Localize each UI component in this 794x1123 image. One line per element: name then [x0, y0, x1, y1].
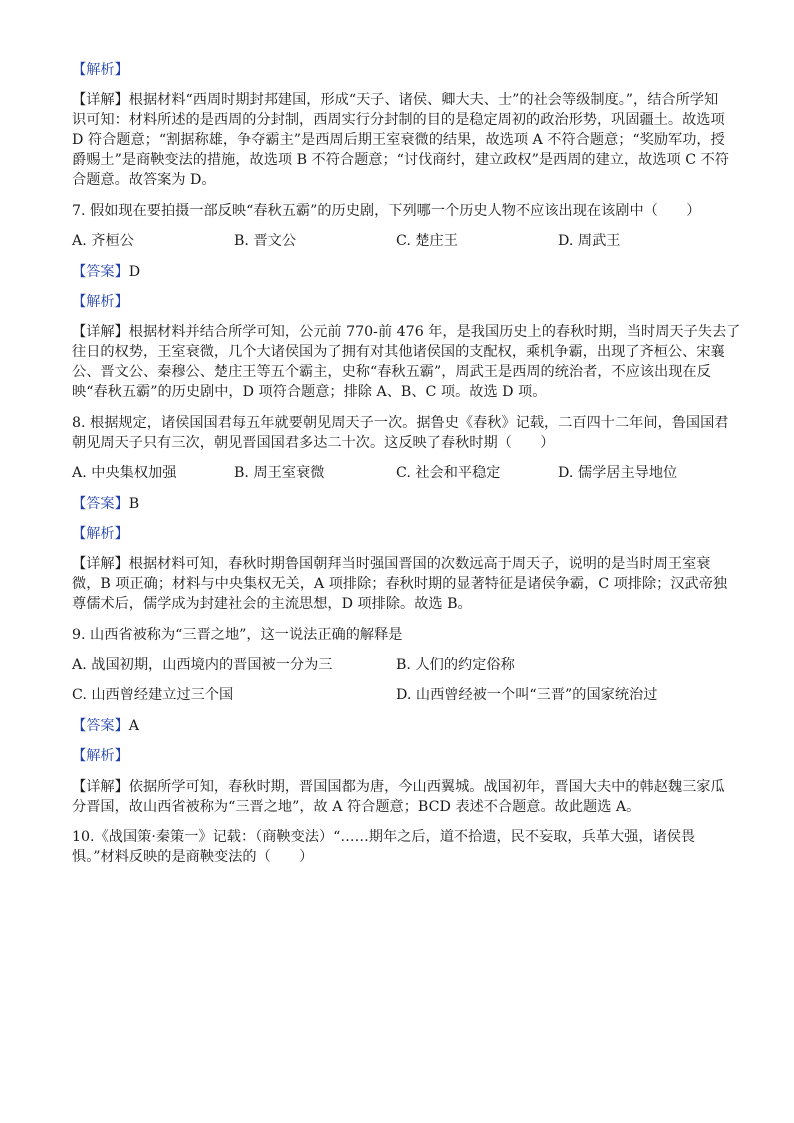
text-line: 10.《战国策·秦策一》记载：（商鞅变法）“……期年之后，道不拾遗，民不妄取，兵革大强，诸侯畏 [72, 829, 696, 846]
answer-label: 【答案】 [72, 495, 129, 512]
text-line: 8. 根据规定，诸侯国国君每五年就要朝见周天子一次。据鲁史《春秋》记载，二百四十二年间，鲁国国君 [72, 414, 729, 431]
answer-options [72, 231, 724, 251]
text-line: 朝见周天子只有三次，朝见晋国国君多达二十次。这反映了春秋时期（ ） [72, 434, 555, 451]
answer-options [72, 685, 724, 705]
section-tag: 【解析】 [72, 293, 129, 310]
text-line: 惧。”材料反映的是商鞅变法的（ ） [72, 849, 314, 866]
answer-options [72, 655, 724, 675]
text-line: 【详解】根据材料“西周时期封邦建国，形成“天子、诸侯、卿大夫、士”的社会等级制度。”，结合所学知 [72, 92, 719, 109]
option-item: C. 社会和平稳定 [396, 465, 501, 482]
option-item: B. 周王室衰微 [234, 465, 325, 482]
answer-line [72, 494, 724, 514]
paragraph [72, 322, 741, 402]
text-line: 7. 假如现在要拍摄一部反映“春秋五霸”的历史剧，下列哪一个历史人物不应该出现在该剧中（ ） [72, 202, 701, 219]
text-line: 【详解】根据材料并结合所学可知，公元前 770-前 476 年，是我国历史上的春秋时期，当时周天子失去了 [72, 324, 741, 341]
answer-value: A [128, 717, 140, 734]
section-tag: 【解析】 [72, 748, 129, 765]
paragraph [72, 90, 729, 190]
option-item: A. 齐桓公 [72, 233, 134, 250]
option-item: B. 晋文公 [234, 233, 297, 250]
document-page [72, 60, 741, 877]
option-item: D. 儒学居主导地位 [558, 465, 678, 482]
answer-label: 【答案】 [72, 263, 129, 280]
paragraph [72, 625, 724, 645]
paragraph [72, 201, 724, 221]
paragraph [72, 777, 724, 817]
text-line: D 符合题意；“割据称雄，争夺霸主”是西周后期王室衰微的结果，故选项 A 不符合题意；“奖励军功，授 [72, 132, 725, 149]
option-item: C. 楚庄王 [396, 233, 458, 250]
paragraph [72, 413, 729, 453]
text-line: 公、晋文公、秦穆公、楚庄王等五个霸主，史称“春秋五霸”，周武王是西周的统治者，不应该出现在反 [72, 364, 711, 381]
answer-options [72, 463, 724, 483]
text-line: 【详解】根据材料可知，春秋时期鲁国朝拜当时强国晋国的次数远高于周天子，说明的是当时周王室衰 [72, 556, 711, 573]
section-tag: 【解析】 [72, 525, 129, 542]
answer-value: B [128, 495, 140, 512]
option-item: D. 周武王 [558, 233, 621, 250]
option-item: B. 人们的约定俗称 [396, 657, 515, 674]
text-line: 往日的权势，王室衰微，几个大诸侯国为了拥有对其他诸侯国的支配权，乘机争霸，出现了齐桓公、宋襄 [72, 344, 725, 361]
text-line: 尊儒术后，儒学成为封建社会的主流思想，D 项排除。故选 B。 [72, 596, 472, 613]
answer-line [72, 262, 724, 282]
paragraph [72, 554, 728, 614]
option-item: C. 山西曾经建立过三个国 [72, 687, 234, 704]
text-line: 识可知：材料所述的是西周的分封制，西周实行分封制的目的是稳定周初的政治形势，巩固疆土。故选项 [72, 112, 725, 129]
option-item: A. 中央集权加强 [72, 465, 177, 482]
text-line: 9. 山西省被称为“三晋之地”，这一说法正确的解释是 [72, 626, 403, 643]
text-line: 微，B 项正确；材料与中央集权无关，A 项排除；春秋时期的显著特征是诸侯争霸，C 项排除；汉武帝独 [72, 576, 728, 593]
text-line: 映“春秋五霸”的历史剧中，D 项符合题意；排除 A、B、C 项。故选 D 项。 [72, 384, 547, 401]
answer-line [72, 716, 724, 736]
option-item: D. 山西曾经被一个叫“三晋”的国家统治过 [396, 687, 658, 704]
text-line: 合题意。故答案为 D。 [72, 172, 216, 189]
option-item: A. 战国初期，山西境内的晋国被一分为三 [72, 657, 333, 674]
answer-value: D [128, 263, 141, 280]
text-line: 分晋国，故山西省被称为“三晋之地”，故 A 符合题意；BCD 表述不合题意。故此题选 A。 [72, 798, 641, 815]
paragraph [72, 827, 724, 867]
answer-label: 【答案】 [72, 717, 129, 734]
section-tag: 【解析】 [72, 62, 129, 78]
text-line: 爵赐土”是商鞅变法的措施，故选项 B 不符合题意；“讨伐商纣，建立政权”是西周的建立，故选项 C 不符 [72, 152, 729, 169]
text-line: 【详解】依据所学可知，春秋时期，晋国国都为唐，今山西翼城。战国初年，晋国大夫中的韩赵魏三家瓜 [72, 778, 725, 795]
